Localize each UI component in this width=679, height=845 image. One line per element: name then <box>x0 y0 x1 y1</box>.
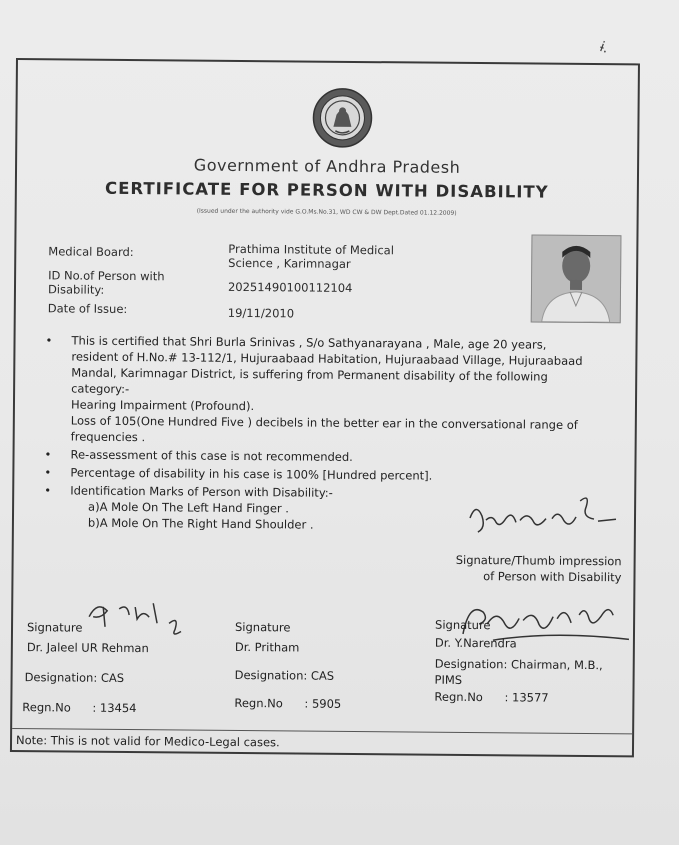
medical-board-line1: Prathima Institute of Medical <box>228 241 395 258</box>
regn-label: Regn.No <box>434 689 483 705</box>
body-line: Hearing Impairment (Profound). <box>70 397 255 414</box>
signatory-1-regn <box>22 700 136 715</box>
designation-value: CAS <box>310 668 335 683</box>
identification-mark: b)A Mole On The Right Hand Shoulder . <box>87 515 314 532</box>
designation-value-line2: PIMS <box>434 672 463 687</box>
signatory-3-signature-label: Signature <box>435 617 491 633</box>
person-signature-caption <box>456 552 622 585</box>
signatory-2-regn <box>234 696 341 711</box>
bullet: • <box>44 465 52 480</box>
regn-value: : 13454 <box>92 700 137 716</box>
id-label-line1: ID No.of Person with <box>48 268 165 284</box>
person-photo <box>531 235 622 324</box>
designation-value: CAS <box>100 670 125 685</box>
signatory-1-signature-label: Signature <box>26 620 83 635</box>
signatory-2-signature-label: Signature <box>234 619 291 635</box>
date-of-issue-label: Date of Issue: <box>47 301 128 316</box>
regn-value: : 13577 <box>504 690 549 705</box>
body-line: This is certified that Shri Burla Srinivas , S/o Sathyanarayana , Male, age 20 years, <box>71 333 547 352</box>
body-line: Mandal, Karimnagar District, is suffering from Permanent disability of the following <box>71 365 548 384</box>
body-line: Percentage of disability in his case is 100% [Hundred percent]. <box>70 465 433 483</box>
government-emblem-icon <box>311 87 374 150</box>
designation-label: Designation: <box>234 667 308 683</box>
person-photo-image <box>532 236 621 323</box>
signatory-2-designation <box>235 668 335 683</box>
identification-mark: a)A Mole On The Left Hand Finger . <box>88 499 290 516</box>
signatory-3-name: Dr. Y.Narendra <box>434 635 517 651</box>
government-title: Government of Andhra Pradesh <box>193 155 461 177</box>
designation-label: Designation: <box>24 670 98 685</box>
bullet: • <box>44 483 52 498</box>
regn-label: Regn.No <box>234 695 283 711</box>
caption-line: of Person with Disability <box>483 569 622 585</box>
regn-value: : 5905 <box>304 696 342 711</box>
person-handwritten-signature <box>462 488 622 545</box>
issued-under-note: (Issued under the authority vide G.O.Ms.No.31, WD CW & DW Dept.Dated 01.12.2009) <box>196 207 457 217</box>
caption-line: Signature/Thumb impression <box>455 552 622 569</box>
body-line: Re-assessment of this case is not recommended. <box>70 447 353 464</box>
signatory-1-designation <box>25 670 125 685</box>
body-line: resident of H.No.# 13-112/1, Hujuraabaad Habitation, Hujuraabaad Village, Hujuraabaad <box>71 349 583 368</box>
certificate-frame <box>10 58 640 757</box>
designation-value: Chairman, M.B., <box>510 657 603 673</box>
certificate-title: CERTIFICATE FOR PERSON WITH DISABILITY <box>105 178 549 202</box>
signatory-2-name: Dr. Pritham <box>234 639 300 655</box>
corner-handwritten-mark: ɨ. <box>597 39 611 57</box>
id-label-line2: Disability: <box>47 282 105 297</box>
body-line: Loss of 105(One Hundred Five ) decibels in the better ear in the conversational range of <box>70 413 578 432</box>
signatory-1-handwritten-signature <box>83 597 193 642</box>
id-value: 20251490100112104 <box>227 279 353 295</box>
signatory-3-regn <box>434 690 548 705</box>
body-line: frequencies . <box>70 429 146 445</box>
footer-note: Note: This is not valid for Medico-Legal cases. <box>12 728 632 756</box>
signatory-1-name: Dr. Jaleel UR Rehman <box>26 640 149 656</box>
certification-paragraph <box>45 332 626 449</box>
date-of-issue-value: 19/11/2010 <box>227 305 295 321</box>
bullet: • <box>44 447 52 462</box>
designation-label: Designation: <box>434 656 508 672</box>
medical-board-line2: Science , Karimnagar <box>228 255 351 271</box>
medical-board-label: Medical Board: <box>48 244 134 260</box>
bullet: • <box>45 333 53 348</box>
body-line: Identification Marks of Person with Disability:- <box>70 483 333 500</box>
signatory-3-designation <box>435 656 603 689</box>
regn-label: Regn.No <box>22 700 71 715</box>
body-line: category:- <box>71 381 130 396</box>
